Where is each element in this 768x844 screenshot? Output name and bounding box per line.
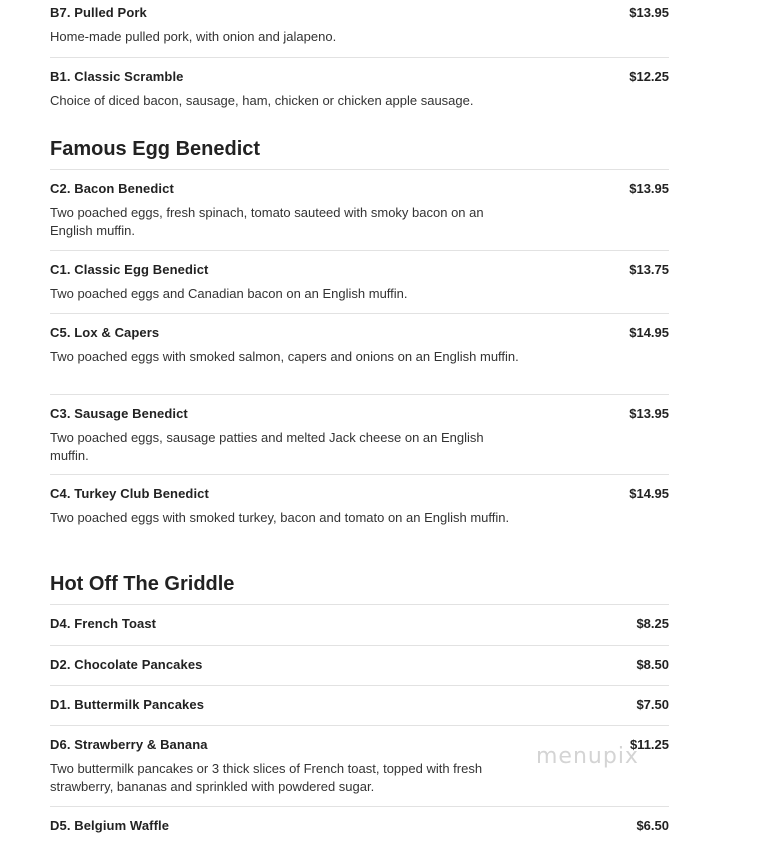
item-description: Two poached eggs with smoked salmon, capers and onions on an English muffin. — [50, 349, 519, 364]
item-description: Two poached eggs and Canadian bacon on an English muffin. — [50, 286, 408, 301]
section-header — [50, 137, 669, 169]
item-price: $13.95 — [629, 181, 669, 196]
item-price: $13.75 — [629, 262, 669, 277]
menu-item — [50, 604, 669, 645]
menu-item — [50, 645, 669, 685]
item-name: D1. Buttermilk Pancakes — [50, 697, 205, 712]
menu-item — [50, 169, 669, 250]
menu-item — [50, 474, 669, 572]
item-description: Two buttermilk pancakes or 3 thick slices of French toast, topped with fresh strawberry, bananas and sprinkled with powdered sugar. — [50, 761, 483, 794]
item-price: $14.95 — [629, 325, 669, 340]
item-price: $11.25 — [629, 737, 669, 752]
item-name: B7. Pulled Pork — [50, 5, 147, 20]
item-description: Two poached eggs, fresh spinach, tomato sauteed with smoky bacon on an English muffin. — [50, 205, 484, 238]
item-name: D4. French Toast — [50, 616, 157, 631]
item-name: C5. Lox & Capers — [50, 325, 160, 340]
item-name: C2. Bacon Benedict — [50, 181, 174, 196]
menu-item — [50, 394, 669, 474]
item-name: C1. Classic Egg Benedict — [50, 262, 209, 277]
item-price: $13.95 — [629, 406, 669, 421]
item-description: Choice of diced bacon, sausage, ham, chicken or chicken apple sausage. — [50, 93, 474, 108]
item-name: D5. Belgium Waffle — [50, 818, 170, 833]
item-description: Two poached eggs with smoked turkey, bacon and tomato on an English muffin. — [50, 510, 510, 525]
section-header — [50, 572, 669, 604]
item-description: Two poached eggs, sausage patties and melted Jack cheese on an English muffin. — [50, 430, 484, 463]
section-title: Hot Off The Griddle — [50, 573, 235, 595]
item-name: C4. Turkey Club Benedict — [50, 486, 209, 501]
item-price: $8.25 — [636, 616, 669, 631]
menu-item — [50, 0, 669, 57]
item-name: D2. Chocolate Pancakes — [50, 657, 203, 672]
item-name: C3. Sausage Benedict — [50, 406, 188, 421]
item-price: $12.25 — [629, 69, 669, 84]
item-name: B1. Classic Scramble — [50, 69, 184, 84]
item-price: $6.50 — [636, 818, 669, 833]
menu-item — [50, 250, 669, 313]
menu-item — [50, 806, 669, 844]
item-price: $7.50 — [636, 697, 669, 712]
item-name: D6. Strawberry & Banana — [50, 737, 208, 752]
menu — [50, 0, 669, 844]
item-price: $8.50 — [636, 657, 669, 672]
menu-item — [50, 57, 669, 137]
menu-item — [50, 313, 669, 394]
item-description: Home-made pulled pork, with onion and jalapeno. — [50, 29, 337, 44]
item-price: $13.95 — [629, 5, 669, 20]
watermark-logo: menupix — [536, 744, 639, 769]
section-title: Famous Egg Benedict — [50, 138, 261, 160]
item-price: $14.95 — [629, 486, 669, 501]
menu-item — [50, 685, 669, 725]
